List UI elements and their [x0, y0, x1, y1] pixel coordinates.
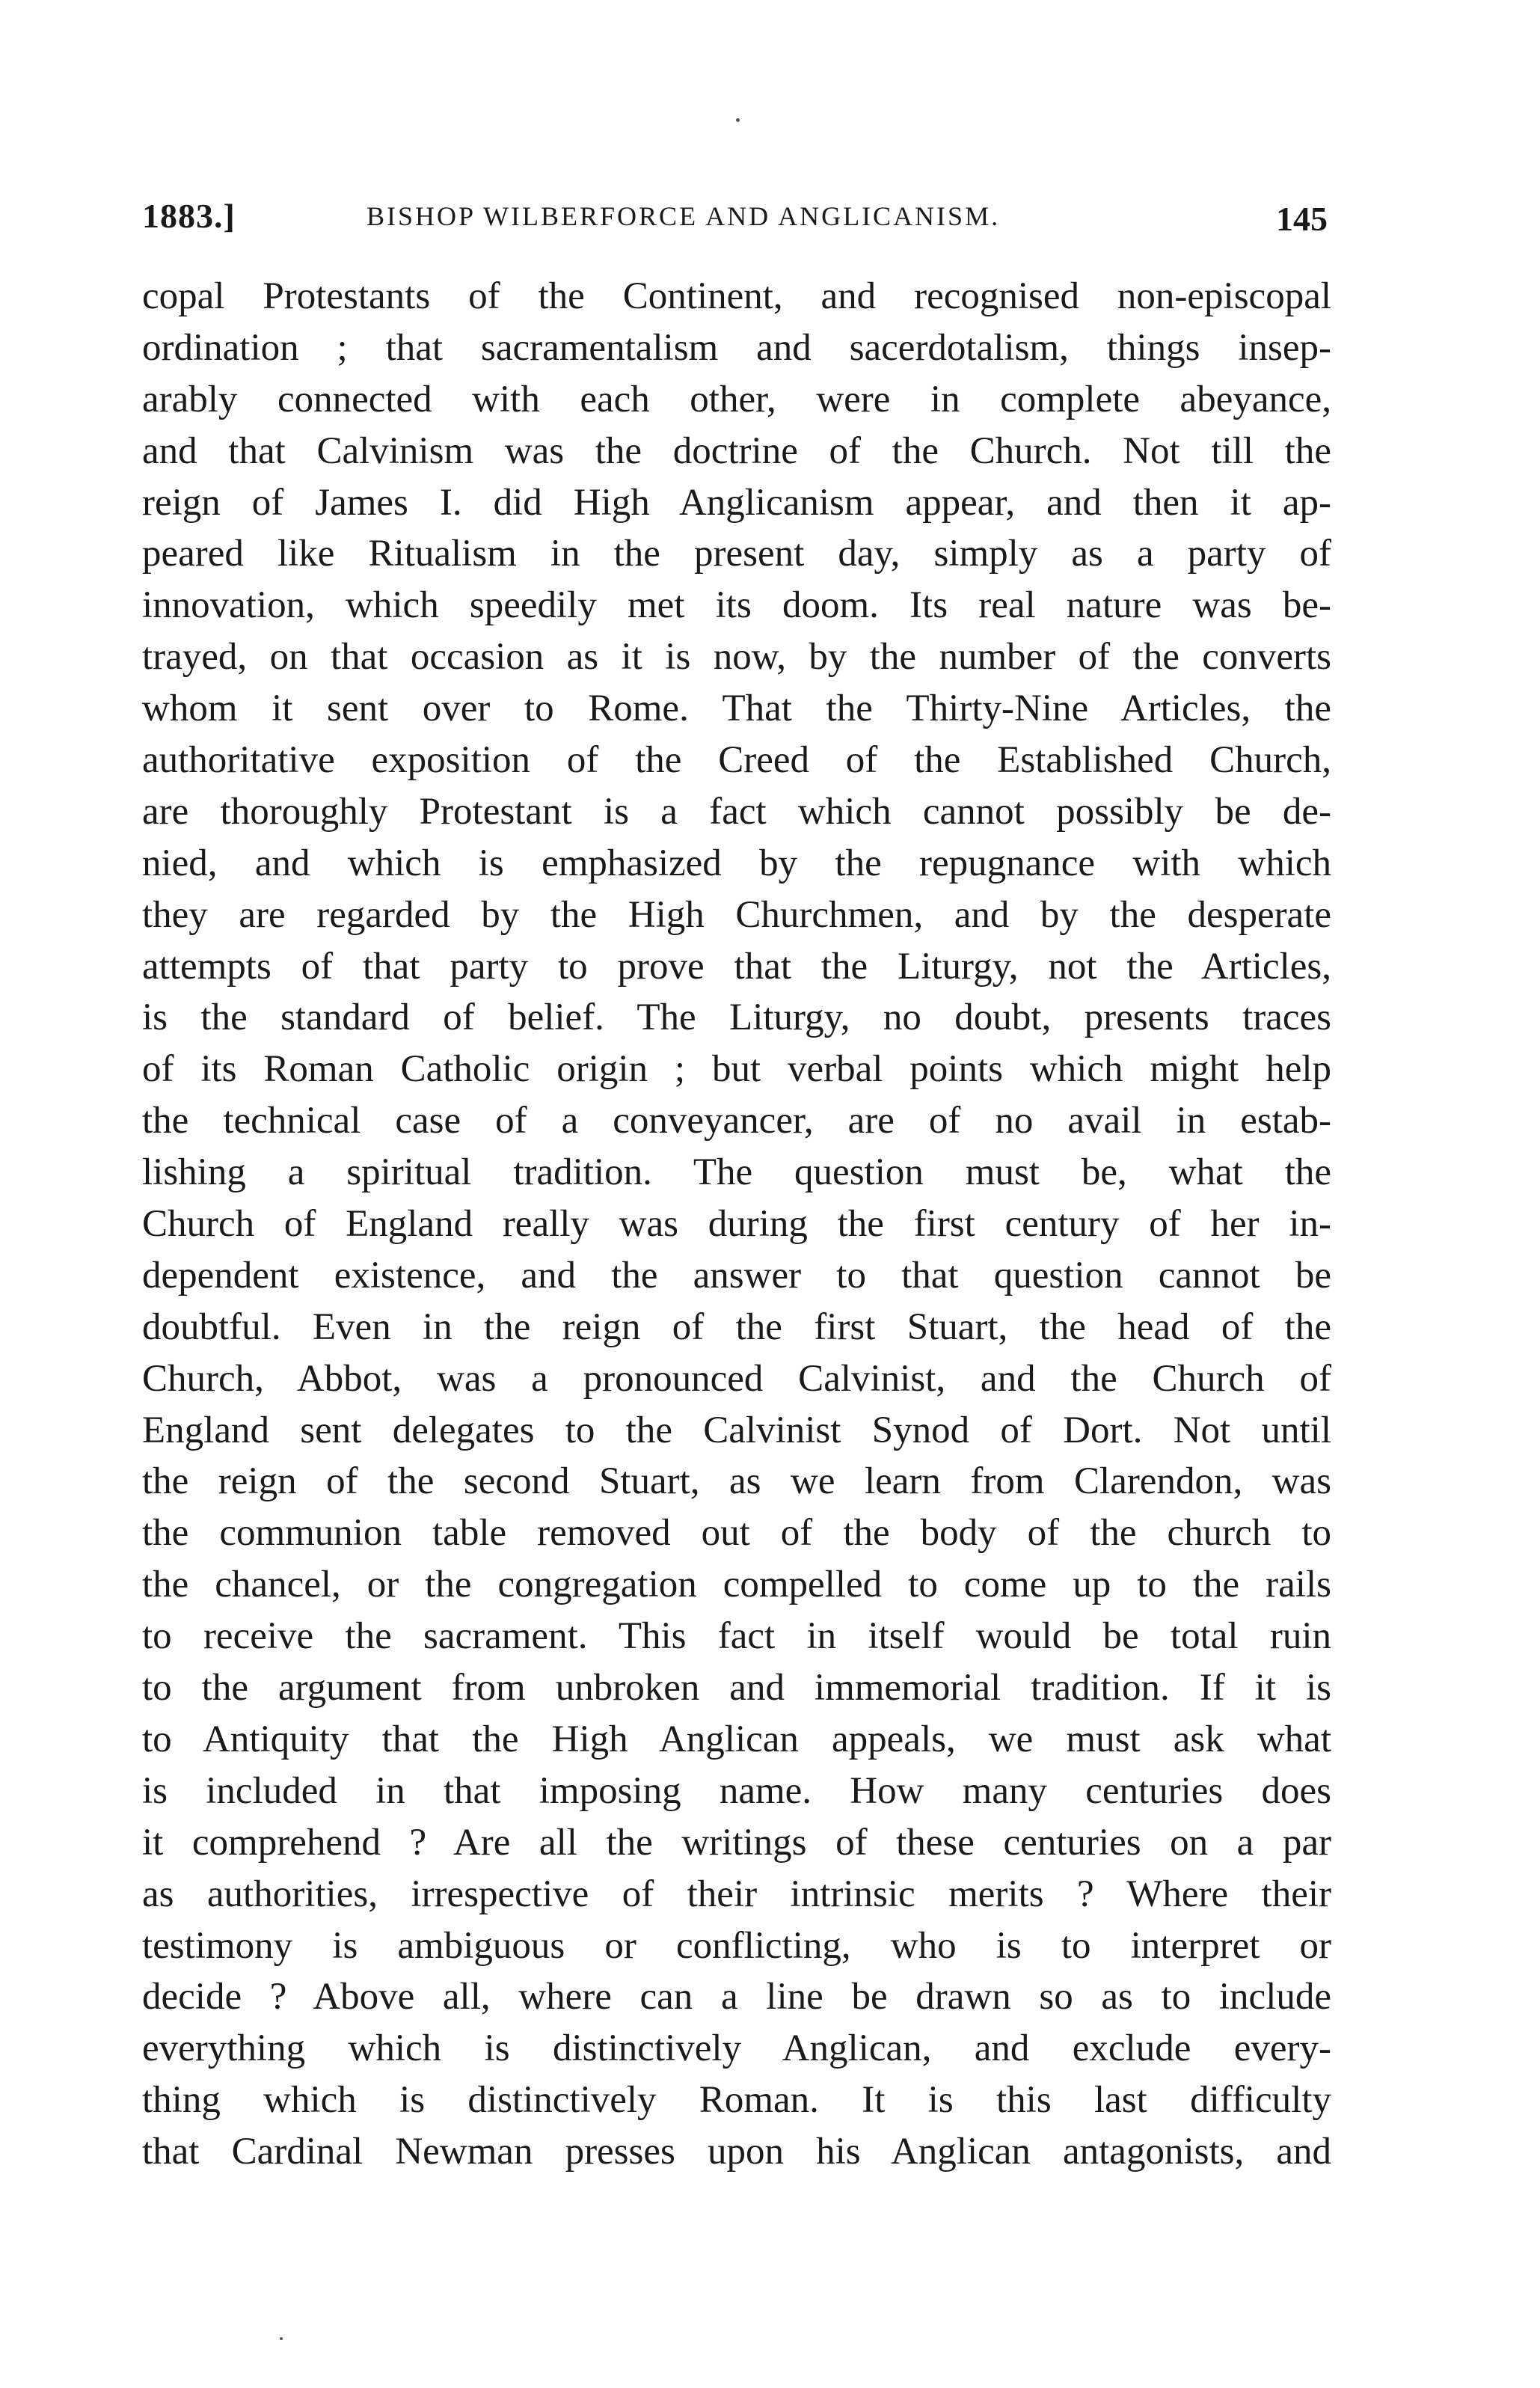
running-head [142, 196, 1328, 248]
text-line: is included in that imposing name. How many centuries does [142, 1769, 1331, 1812]
text-line: to the argument from unbroken and immemorial tradition. If it is [142, 1667, 1331, 1709]
text-line: testimony is ambiguous or conflicting, who is to interpret or [142, 1924, 1331, 1967]
text-line: is the standard of belief. The Liturgy, no doubt, presents traces [142, 996, 1331, 1039]
text-line: the technical case of a conveyancer, are of no avail in estab- [142, 1100, 1331, 1142]
body-text [142, 271, 1331, 2178]
text-line: the chancel, or the congregation compelled to come up to the rails [142, 1564, 1331, 1606]
text-line: decide ? Above all, where can a line be drawn so as to include [142, 1976, 1331, 2018]
text-line: copal Protestants of the Continent, and recognised non-episcopal [142, 275, 1331, 317]
text-line: are thoroughly Protestant is a fact which cannot possibly be de- [142, 790, 1331, 833]
text-line: reign of James I. did High Anglicanism appear, and then it ap- [142, 481, 1331, 524]
page-number: 145 [1276, 200, 1328, 238]
text-line: peared like Ritualism in the present day, simply as a party of [142, 533, 1331, 575]
text-line: doubtful. Even in the reign of the first Stuart, the head of the [142, 1305, 1331, 1348]
header-year: 1883.] [142, 197, 236, 235]
text-line: nied, and which is emphasized by the repugnance with which [142, 842, 1331, 884]
text-line: the communion table removed out of the body of the church to [142, 1512, 1331, 1555]
text-line: Church, Abbot, was a pronounced Calvinist, and the Church of [142, 1357, 1331, 1400]
text-line: Church of England really was during the first century of her in- [142, 1203, 1331, 1246]
text-line: dependent existence, and the answer to that question cannot be [142, 1254, 1331, 1296]
text-line: they are regarded by the High Churchmen, and by the desperate [142, 893, 1331, 936]
text-line: ordination ; that sacramentalism and sacerdotalism, things insep- [142, 326, 1331, 369]
text-line: authoritative exposition of the Creed of the Established Church, [142, 739, 1331, 782]
text-line: attempts of that party to prove that the Liturgy, not the Articles, [142, 945, 1331, 988]
text-line: of its Roman Catholic origin ; but verbal points which might help [142, 1048, 1331, 1091]
text-line: whom it sent over to Rome. That the Thirty-Nine Articles, the [142, 688, 1331, 730]
text-line: innovation, which speedily met its doom. Its real nature was be- [142, 584, 1331, 627]
text-line: to receive the sacrament. This fact in itself would be total ruin [142, 1615, 1331, 1658]
text-line: the reign of the second Stuart, as we learn from Clarendon, was [142, 1460, 1331, 1503]
text-line: lishing a spiritual tradition. The question must be, what the [142, 1151, 1331, 1194]
header-title: BISHOP WILBERFORCE AND ANGLICANISM. [366, 201, 1001, 231]
text-line: England sent delegates to the Calvinist Synod of Dort. Not until [142, 1409, 1331, 1451]
text-line: everything which is distinctively Anglican, and exclude every- [142, 2027, 1331, 2070]
text-line: to Antiquity that the High Anglican appeals, we must ask what [142, 1718, 1331, 1760]
print-speck [280, 2337, 283, 2340]
text-line: arably connected with each other, were in complete abeyance, [142, 378, 1331, 420]
text-line: that Cardinal Newman presses upon his Anglican antagonists, and [142, 2131, 1331, 2173]
text-line: as authorities, irrespective of their intrinsic merits ? Where their [142, 1873, 1331, 1915]
text-line: trayed, on that occasion as it is now, by the number of the converts [142, 636, 1331, 679]
text-line: thing which is distinctively Roman. It is this last difficulty [142, 2079, 1331, 2122]
text-line: and that Calvinism was the doctrine of the Church. Not till the [142, 429, 1331, 472]
text-line: it comprehend ? Are all the writings of these centuries on a par [142, 1821, 1331, 1864]
print-speck [736, 118, 740, 122]
